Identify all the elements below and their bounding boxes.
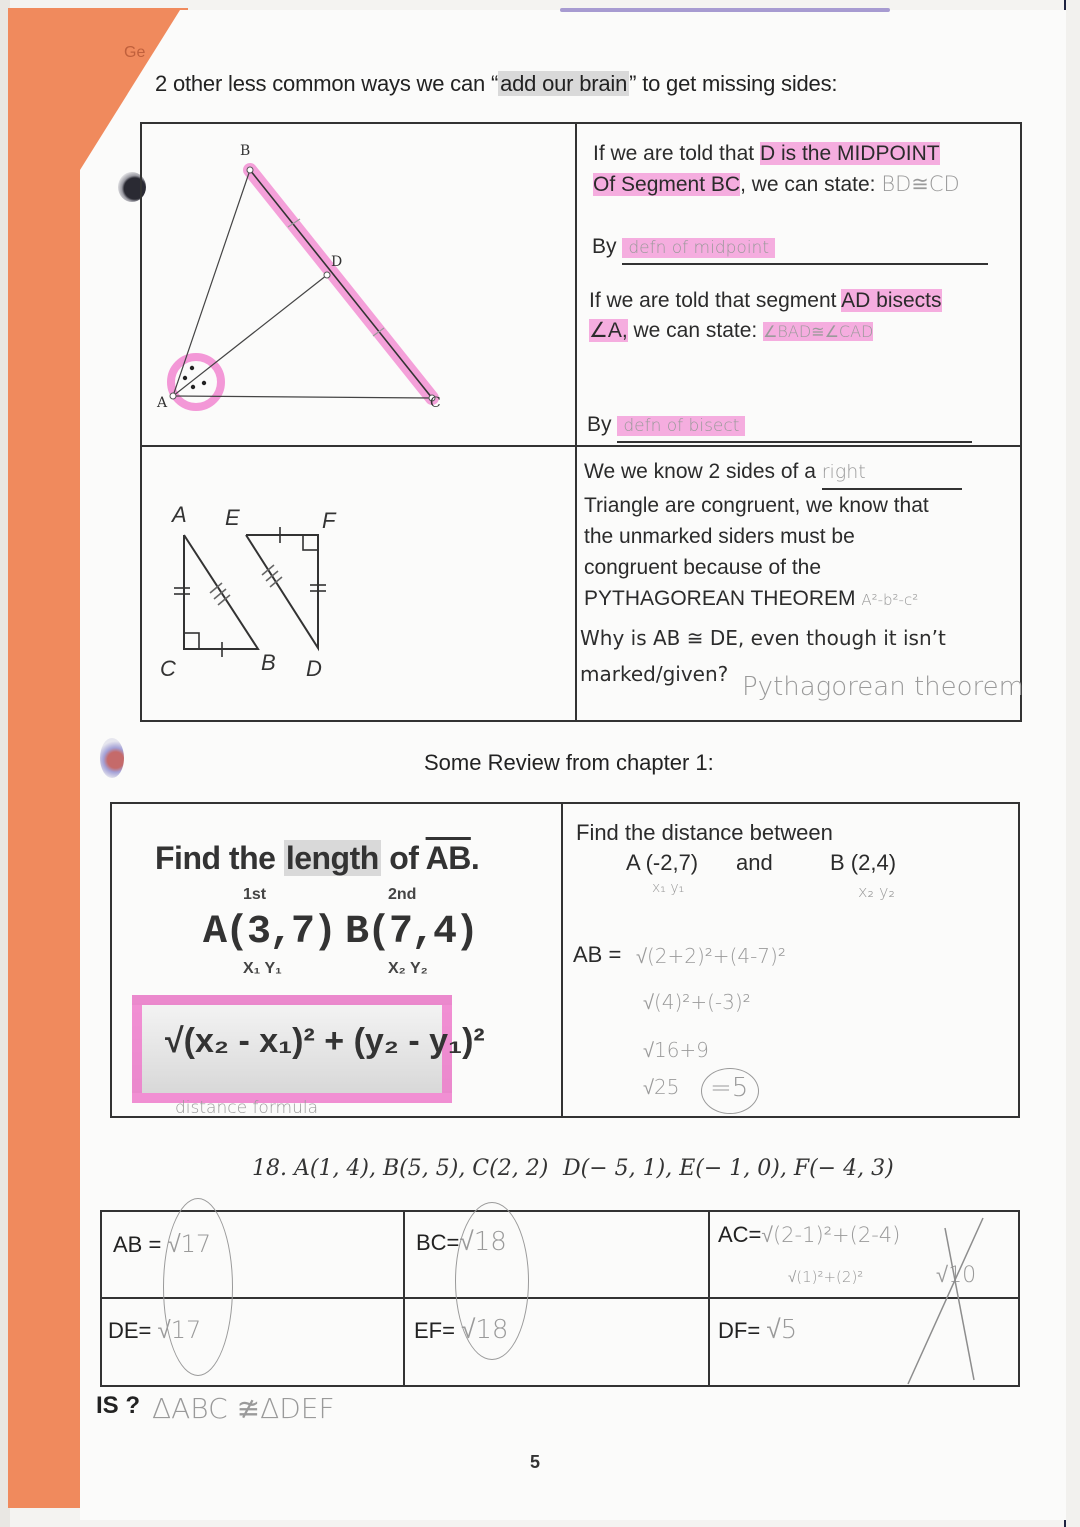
- why-question: Why is AB ≅ DE, even though it isn’t marked/given?: [580, 626, 946, 686]
- page-title: 2 other less common ways we can “add our brain” to get missing sides:: [155, 71, 838, 96]
- midpoint-by-blank: defn of midpoint: [622, 232, 988, 265]
- vertex-label-b2: B: [261, 650, 276, 675]
- distance-table-divider-2: [708, 1210, 710, 1387]
- pythagorean-statement: We we know 2 sides of a right Triangle are congruent, we know that the unmarked siders must be congruent because of the PYTHAGOREAN THEOREM A²-b²-c²: [584, 456, 962, 616]
- work-line-1: √(2+2)²+(4-7)²: [636, 944, 786, 968]
- top-table-row-divider: [140, 445, 1022, 447]
- distance-table-row-divider: [100, 1297, 1020, 1299]
- section-title: Some Review from chapter 1:: [424, 750, 714, 775]
- point-b: B(7,4): [345, 910, 478, 955]
- distance-formula: √(x₂ - x₁)² + (y₂ - y₁)²: [165, 1022, 485, 1060]
- table-cell-ac: AC=√(2-1)²+(2-4): [718, 1222, 901, 1247]
- vertex-label-c: C: [430, 395, 441, 411]
- midpoint-statement: If we are told that D is the MIDPOINT Of Segment BC, we can state: BD≅CD: [593, 142, 960, 196]
- corner-label: Ge: [124, 44, 146, 61]
- vertex-label-a2: A: [172, 502, 187, 527]
- point-b-subscripts: X₂ Y₂: [388, 960, 428, 977]
- vertex-label-c2: C: [160, 656, 176, 681]
- ab-label: AB =: [573, 942, 622, 967]
- table-cell-de: DE= √17: [108, 1316, 202, 1344]
- vertex-label-b: B: [240, 143, 251, 159]
- problem-18-points-left: 18. A(1, 4), B(5, 5), C(2, 2): [252, 1156, 549, 1181]
- table-cell-ef: EF= √18: [414, 1315, 509, 1345]
- find-length-title: Find the length of $\overline{AB}$.: [155, 840, 480, 876]
- bisect-by-blank: defn of bisect: [617, 410, 972, 443]
- bisect-statement: If we are told that segment AD bisects ∠A, we can state: ∠BAD≅∠CAD: [589, 289, 942, 342]
- first-label: 1st: [243, 886, 267, 903]
- table-cell-bc: BC=√18: [416, 1227, 507, 1257]
- distance-and: and: [736, 850, 773, 875]
- right-triangles-diagram: [150, 500, 370, 690]
- is-label: IS ?: [96, 1392, 141, 1419]
- congruent-circle-ab-de: [163, 1198, 233, 1376]
- vertex-label-d2: D: [306, 656, 322, 681]
- purple-strip: [560, 8, 890, 12]
- background-right-edge: [1064, 0, 1080, 1527]
- table-cell-ab: AB = √17: [113, 1230, 212, 1258]
- second-label: 2nd: [388, 886, 417, 903]
- point-a-subscripts: X₁ Y₁: [243, 960, 282, 977]
- distance-b-subscripts: x₂ y₂: [858, 882, 895, 901]
- table-cell-df: DF= √5: [718, 1315, 798, 1345]
- vertex-label-d: D: [331, 254, 343, 270]
- right-blank: right: [822, 457, 962, 490]
- work-result: =5: [710, 1073, 749, 1103]
- point-a: A(3,7): [203, 910, 336, 955]
- pythagorean-formula-note: A²-b²-c²: [861, 591, 919, 609]
- is-answer: ΔABC ≇ΔDEF: [152, 1392, 335, 1425]
- top-table-divider: [575, 122, 577, 722]
- work-line-3: √16+9: [643, 1038, 709, 1062]
- distance-formula-note: distance formula: [175, 1098, 318, 1118]
- distance-point-a: A (-2,7): [626, 850, 699, 875]
- review-table-divider: [561, 802, 563, 1118]
- ac-work: √(1)²+(2)²: [788, 1268, 864, 1286]
- bisect-answer: ∠BAD≅∠CAD: [763, 322, 874, 341]
- vertex-label-e: E: [225, 505, 240, 530]
- work-line-2: √(4)²+(-3)²: [643, 990, 751, 1014]
- distance-table-divider-1: [403, 1210, 405, 1387]
- cross-out-mark: [900, 1212, 1000, 1392]
- problem-18-points-right: D(− 5, 1), E(− 1, 0), F(− 4, 3): [563, 1156, 894, 1181]
- find-distance-title: Find the distance between: [576, 820, 833, 845]
- title-highlight: add our brain: [500, 71, 628, 96]
- bisect-by-row: By defn of bisect: [587, 410, 972, 443]
- page-number: 5: [530, 1452, 541, 1472]
- why-answer: Pythagorean theorem: [742, 672, 1024, 702]
- midpoint-answer: BD≅CD: [881, 172, 960, 196]
- vertex-label-a: A: [157, 395, 168, 411]
- vertex-label-f: F: [322, 508, 336, 533]
- distance-a-subscripts: x₁ y₁: [652, 880, 685, 896]
- triangle-abc-diagram: [140, 130, 570, 440]
- work-line-4: √25: [643, 1075, 680, 1099]
- ac-extra: √10: [936, 1263, 977, 1288]
- midpoint-by-row: By defn of midpoint: [592, 232, 988, 265]
- punch-hole-icon: [100, 738, 124, 778]
- distance-point-b: B (2,4): [830, 850, 897, 875]
